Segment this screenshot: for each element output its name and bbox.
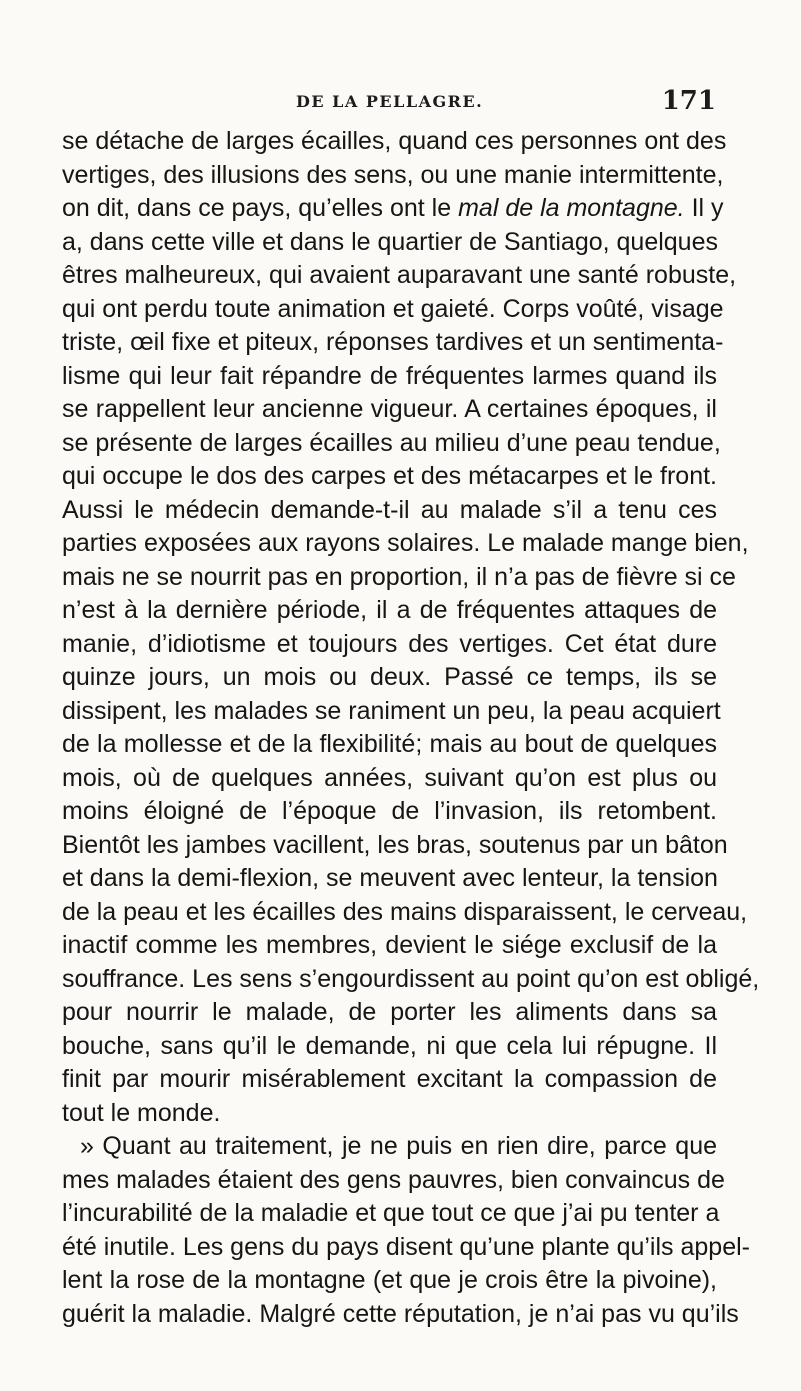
text-line-start: on dit, dans ce pays, qu’elles ont le <box>62 194 452 222</box>
text-line: de la peau et les écailles des mains disparaissent, le cerveau, <box>62 897 748 926</box>
text-line: se présente de larges écailles au milieu d’une peau tendue, <box>62 428 721 457</box>
text-line: » Quant au traitement, je ne puis en rien dire, parce que <box>80 1132 717 1160</box>
page-number: 171 <box>661 86 716 116</box>
text-line: mes malades étaient des gens pauvres, bien convaincus de <box>62 1165 725 1194</box>
text-line: vertiges, des illusions des sens, ou une manie intermittente, <box>62 160 724 189</box>
text-line: a, dans cette ville et dans le quartier de Santiago, quelques <box>62 227 718 256</box>
body-text <box>62 125 760 1331</box>
text-line-end: Il y <box>691 194 724 222</box>
text-line: mais ne se nourrit pas en proportion, il n’a pas de fièvre si ce <box>62 562 736 591</box>
text-line: lent la rose de la montagne (et que je crois être la pivoine), <box>62 1266 717 1294</box>
text-line: l’incurabilité de la maladie et que tout ce que j’ai pu tenter a <box>62 1199 720 1227</box>
text-line: triste, œil fixe et piteux, réponses tardives et un sentimenta- <box>62 328 724 356</box>
text-line: de la mollesse et de la flexibilité; mais au bout de quelques <box>62 730 717 758</box>
text-line: n’est à la dernière période, il a de fréquentes attaques de <box>62 596 717 624</box>
text-line: êtres malheureux, qui avaient auparavant une santé robuste, <box>62 261 737 289</box>
italic-phrase: mal de la montagne. <box>458 194 685 222</box>
page-header <box>250 86 716 122</box>
text-line: lisme qui leur fait répandre de fréquentes larmes quand ils <box>62 361 717 390</box>
text-line: dissipent, les malades se raniment un peu, la peau acquiert <box>62 696 721 725</box>
text-line: pour nourrir le malade, de porter les aliments dans sa <box>62 998 717 1026</box>
text-line: se détache de larges écailles, quand ces personnes ont des <box>62 127 727 155</box>
text-line: Bientôt les jambes vacillent, les bras, soutenus par un bâton <box>62 830 728 859</box>
text-line: souffrance. Les sens s’engourdissent au point qu’on est obligé, <box>62 964 760 993</box>
text-line-with-italic <box>62 192 724 226</box>
text-line: tout le monde. <box>62 1098 221 1127</box>
text-line: qui ont perdu toute animation et gaieté. Corps voûté, visage <box>62 294 724 323</box>
text-line: parties exposées aux rayons solaires. Le malade mange bien, <box>62 529 749 557</box>
text-line: quinze jours, un mois ou deux. Passé ce temps, ils se <box>62 663 717 691</box>
text-line: et dans la demi-flexion, se meuvent avec lenteur, la tension <box>62 864 718 892</box>
text-line: inactif comme les membres, devient le siége exclusif de la <box>62 931 717 959</box>
text-line: qui occupe le dos des carpes et des métacarpes et le front. <box>62 462 717 490</box>
text-line: manie, d’idiotisme et toujours des vertiges. Cet état dure <box>62 629 717 658</box>
text-line: bouche, sans qu’il le demande, ni que cela lui répugne. Il <box>62 1031 717 1060</box>
running-title: DE LA PELLAGRE. <box>296 92 484 111</box>
text-line: mois, où de quelques années, suivant qu’on est plus ou <box>62 763 717 792</box>
text-line: finit par mourir misérablement excitant la compassion de <box>62 1065 717 1093</box>
text-line: Aussi le médecin demande-t-il au malade s’il a tenu ces <box>62 495 717 524</box>
text-line: été inutile. Les gens du pays disent qu’une plante qu’ils appel- <box>62 1232 750 1261</box>
text-line: se rappellent leur ancienne vigueur. A certaines époques, il <box>62 395 717 423</box>
text-line: moins éloigné de l’époque de l’invasion, ils retombent. <box>62 797 717 825</box>
text-line: guérit la maladie. Malgré cette réputation, je n’ai pas vu qu’ils <box>62 1299 739 1328</box>
